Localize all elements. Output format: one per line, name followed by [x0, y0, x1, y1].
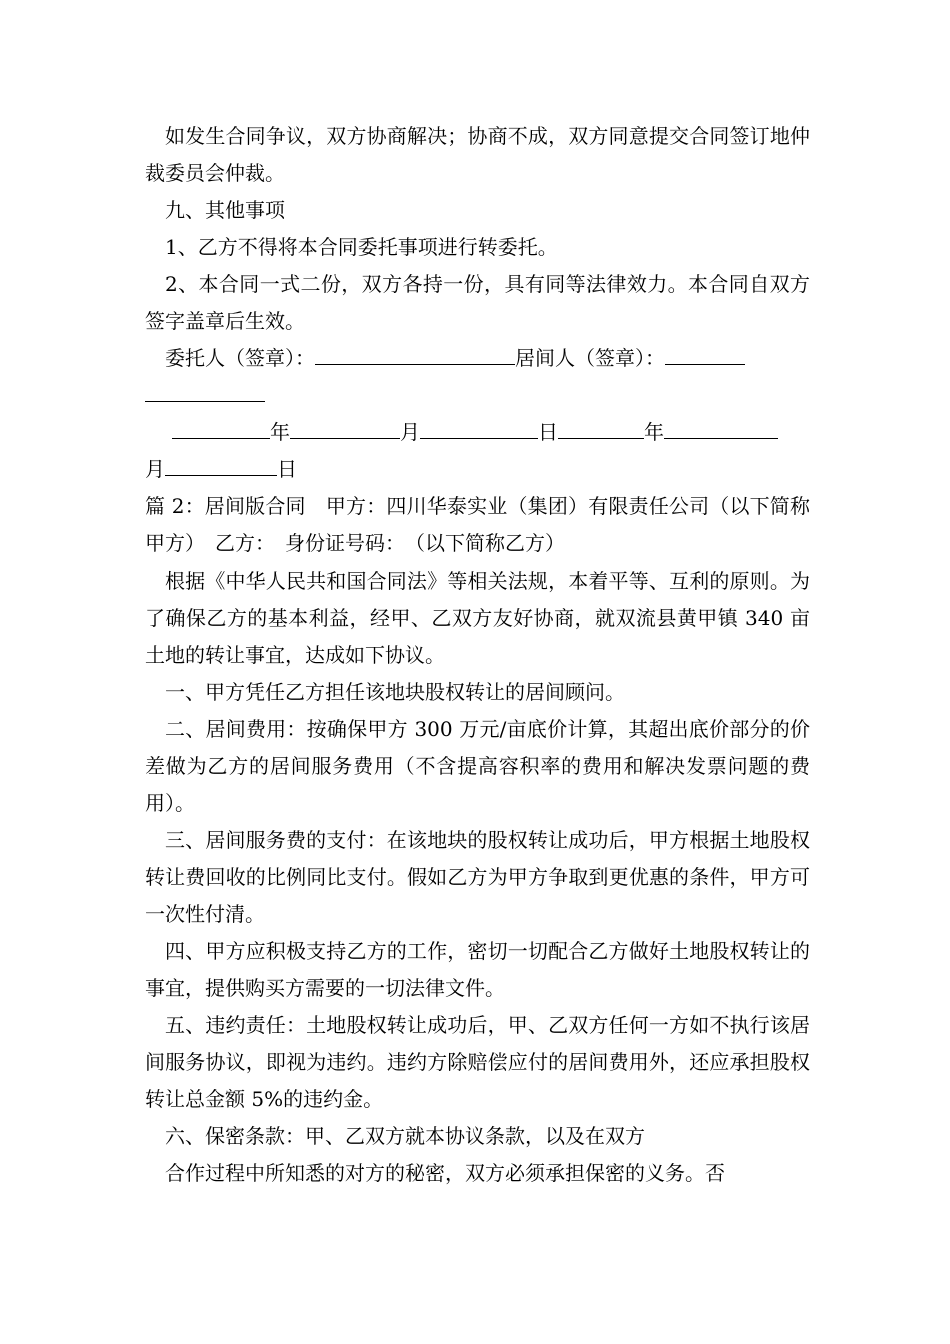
broker-signature-blank-cont: [145, 379, 265, 402]
day-label-1: 日: [538, 420, 558, 444]
month-label-2: 月: [145, 457, 165, 481]
part2-clause-6-continued: 合作过程中所知悉的对方的秘密，双方必须承担保密的义务。否: [165, 1161, 725, 1185]
paragraph-copies-effect: 2、本合同一式二份，双方各持一份，具有同等法律效力。本合同自双方签字盖章后生效。: [145, 272, 810, 333]
section-heading-other-matters: 九、其他事项: [165, 198, 285, 222]
paragraph-dispute: 如发生合同争议，双方协商解决；协商不成，双方同意提交合同签订地仲裁委员会仲裁。: [145, 124, 810, 185]
part2-clause-2: 二、居间费用：按确保甲方 300 万元/亩底价计算，其超出底价部分的价差做为乙方的居间服务费用（不含提高容积率的费用和解决发票问题的费用）。: [145, 717, 810, 815]
part2-clause-6: 六、保密条款：甲、乙双方就本协议条款，以及在双方: [165, 1124, 645, 1148]
day-blank-1: [420, 416, 538, 439]
signature-line-continued: [145, 377, 265, 414]
year-label-2: 年: [644, 420, 664, 444]
signature-line: [165, 340, 745, 377]
month-blank-2: [664, 416, 778, 439]
broker-signature-label: 居间人（签章）：: [515, 346, 665, 370]
broker-signature-blank: [665, 342, 745, 365]
client-signature-blank: [315, 342, 515, 365]
date-line: [172, 414, 778, 451]
year-blank-1: [172, 416, 270, 439]
client-signature-label: 委托人（签章）：: [165, 346, 315, 370]
paragraph-no-subdelegation: 1、乙方不得将本合同委托事项进行转委托。: [165, 235, 558, 259]
day-label-2: 日: [277, 457, 297, 481]
part2-paragraph-preamble: 根据《中华人民共和国合同法》等相关法规，本着平等、互利的原则。为了确保乙方的基本利益，经甲、乙双方友好协商，就双流县黄甲镇 340 亩土地的转让事宜，达成如下协议。: [145, 569, 810, 667]
month-blank-1: [290, 416, 400, 439]
year-blank-2: [558, 416, 644, 439]
month-label-1: 月: [400, 420, 420, 444]
date-line-continued: [145, 451, 297, 488]
part2-clause-3: 三、居间服务费的支付：在该地块的股权转让成功后，甲方根据土地股权转让费回收的比例同比支付。假如乙方为甲方争取到更优惠的条件，甲方可一次性付清。: [145, 828, 810, 926]
part2-heading: 篇 2：居间版合同 甲方：四川华泰实业（集团）有限责任公司（以下简称甲方） 乙方： 身份证号码： （以下简称乙方）: [145, 494, 810, 555]
day-blank-2: [165, 453, 277, 476]
part2-clause-5: 五、违约责任：土地股权转让成功后，甲、乙双方任何一方如不执行该居间服务协议，即视为违约。违约方除赔偿应付的居间费用外，还应承担股权转让总金额 5%的违约金。: [145, 1013, 810, 1111]
year-label-1: 年: [270, 420, 290, 444]
part2-clause-1: 一、甲方凭任乙方担任该地块股权转让的居间顾问。: [165, 680, 625, 704]
part2-clause-4: 四、甲方应积极支持乙方的工作，密切一切配合乙方做好土地股权转让的事宜，提供购买方需要的一切法律文件。: [145, 939, 810, 1000]
